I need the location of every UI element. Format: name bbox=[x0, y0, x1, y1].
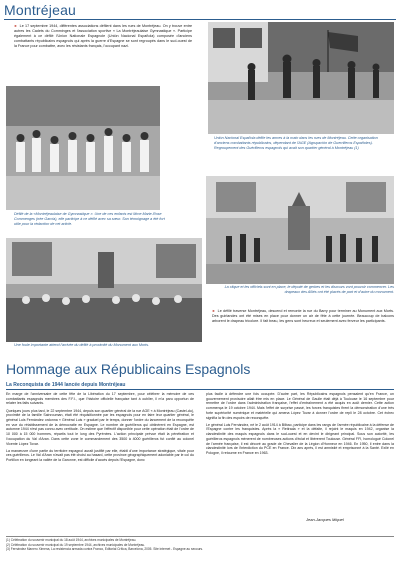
caption-crowd: Une foule importante attend l'arrivée du défilé à proximité du Monument aux Morts. bbox=[14, 343, 150, 347]
footnote: (1) Célébration du souvenir municipal du 18 août 1944, archives municipales de Montréjeau. bbox=[6, 538, 137, 542]
defile-text: Le défilé traverse Montréjeau, descend et remonte la rue du Barry pour terminer au Monument aux Morts. Des guirlandes ont été mises en place pour donner un air de fête à cette journée. Beaucoup de balcons arborent le drapeau tricolore. Il fait beau, les gens sont heureux et seulement avec ferveur les participants. bbox=[212, 309, 394, 323]
red-arrow-icon: ► bbox=[212, 309, 216, 313]
caption-parade-flags: Unión Nacional Española défile les armes à la main dans les rues de Montréjeau. Cette organisation d'anciens combattants républicains, dépendant de l'AGE (Agrupación de Guerrilleros Españoles). Regroupement des Guérilleros espagnols qui avait son quartier général à Montréjeau (1) bbox=[214, 136, 378, 150]
footnotes-rule bbox=[6, 536, 394, 537]
section-subtitle: La Reconquista de 1944 lancée depuis Montréjeau bbox=[6, 382, 126, 388]
intro-paragraph bbox=[6, 22, 196, 82]
defile-paragraph bbox=[212, 309, 394, 345]
caption-gymnastics: Défilé de la «Montréjeaulaise de Gymnastique ». Une de ces enfants est Mme Marie-Rose Commenges (née Garcia), elle participe à ce défilé avec sa sœur. Son témoignage a été fort utile pour la rédaction de cet article. bbox=[14, 212, 165, 226]
article-paragraph: Quelques jours plus tard, le 22 septembre 1944, depuis son quartier général de la rue AGE « à Montréjeau (Castel-du), proximité de la famille Sainrouman, était été réquisitionnée par les espagnols pour en faire leur quartier général, le général Luis Fernández ordonna « Général Luis » graduel par le temps, donner l'ordre du lancement de la reconquête en vue du rétablissement de la démocratie en Espagne. Le nombre de guérilleros qui obtinèrent en Espagne, est automne 1944 n'est pas connu avec certitude. On estime que l'effectif disponible pour cette opération était de l'ordre de 10 000 à 15 000 hommes, répartis tout le long des Pyrénées. L'action principale prévue était la pénétration et l'occupation du Val d'Aran. Dans cette zone le commandement des 3500 à 4000 guérilleros fut confié au colonel Vicente López Tovar. bbox=[6, 408, 194, 446]
page-header bbox=[4, 2, 394, 18]
photo-gymnastics-girls bbox=[6, 86, 160, 210]
article-paragraph: En marge de l'anniversaire de cette fête de la Libération du 17 septembre, pour célébrer la mémoire de ces combattants espagnols membres des F.F.I., que l'histoire officielle française tant à oublier, il m'a paru opportun de relater les faits suivants. bbox=[6, 392, 194, 406]
footnote: (3) Fernández Manero Ximena, La resistencia armada contra Franco, Editorial Crítica, Barcelona, 2005. Site internet - Espagne au secours. bbox=[6, 547, 204, 552]
article-paragraph: La manœuvre d'une partie du territoire espagnol aurait justifié par elle, établi d'une importance stratégique, vitale pour ces guérilleros. Le Val d'Aran n'avait pas été choisi au hasard, cette province géographiquement adoniable par le col du Portillon en longeant la vallée de la Garonne, est difficile d'accès depuis l'Espagne, donc bbox=[6, 448, 194, 463]
footnote: (2) Célébration du souvenir municipal du 19 septembre 1944, archives municipales de Montréjeau. bbox=[6, 542, 146, 547]
photo-crowd-monument bbox=[6, 238, 202, 342]
section-title: Hommage aux Républicains Espagnols bbox=[6, 361, 251, 377]
article-column-left bbox=[6, 392, 194, 530]
photo-parade-flags bbox=[208, 22, 394, 134]
author-signature: Jean-Jacques Miquel bbox=[306, 517, 344, 522]
article-paragraph: plus facile à défendre une fois occupée. D'autre part, les Républicains espagnols pensaient qu'en France, un gouvernement provisoire allait être mis en place. Le Général de Gaulle était déjà à Toulouse le 16 septembre pour remettre de l'ordre dans l'administration française, l'effet d'entraînement a été acquis en août dernier. Cette action commença le 19 octobre 1944. Mais l'effet de surprise passé, les forces franquistes firent la démonstration d'une très forte supériorité numérique et matérielle qui amena López Tovar à donner l'ordre de repli le 28 octobre. Cet échec signifia la fin des espoirs de reconquête. bbox=[206, 392, 394, 420]
footnotes bbox=[6, 538, 394, 552]
article-paragraph: Le général Luis Fernández, né le 2 août 1914 à Bilbao, participe dans les rangs de l'armée républicaine à la défense de l'Espagne contre les franquistes. Après la « Retirada » et la défaite, il rejoint le maquis en 1942, organise la clandestinité des maquis espagnols dans le sud-ouest et en devint le dirigeant principal. Sous son autorité, les guérilleros espagnols mènerent de nombreuses actions d'éclat et libèrerent Toulouse. Général FFI, homologué Colonel de l'armée française, il est décoré au grade de Chevalier de la Légion d'Honneur en 1946. En 1950, il entre dans la clandestinité lors de l'interdiction du PCE en France. Dix ans après, il est amnistié et emprisonné à la Santé. Exilé en Pologne, il retourne en France en 1963. bbox=[206, 422, 394, 455]
section-rule bbox=[6, 389, 394, 390]
red-arrow-icon: ► bbox=[14, 24, 18, 28]
article-column-right bbox=[206, 392, 394, 530]
caption-monument: La clique et les officiels sont en place, le député de gerbes et les discours vont pouvoir commencer. Les drapeaux des Alliés ont été placés de part et d'autre du monument. bbox=[224, 285, 394, 294]
intro-text: Le 17 septembre 1944, différentes associations défilent dans les rues de Montréjeau. On y trouve entre autres les Cadets du Comminges et l'association sportive « La Montréjeaulaise Gymnastique ». Participe également à ce défilé l'Union Nationale Espagnole (Unión Nacional Española) composée d'anciens combattants républicains espagnols qui après la guerre d'Espagne se sont regroupés dans le sud-ouest de la France pour combattre, avec les résistants français, l'occupant nazi. bbox=[14, 24, 192, 49]
photo-monument-ceremony bbox=[206, 176, 394, 284]
page-title: Montréjeau bbox=[4, 2, 77, 18]
header-rule bbox=[4, 19, 396, 20]
